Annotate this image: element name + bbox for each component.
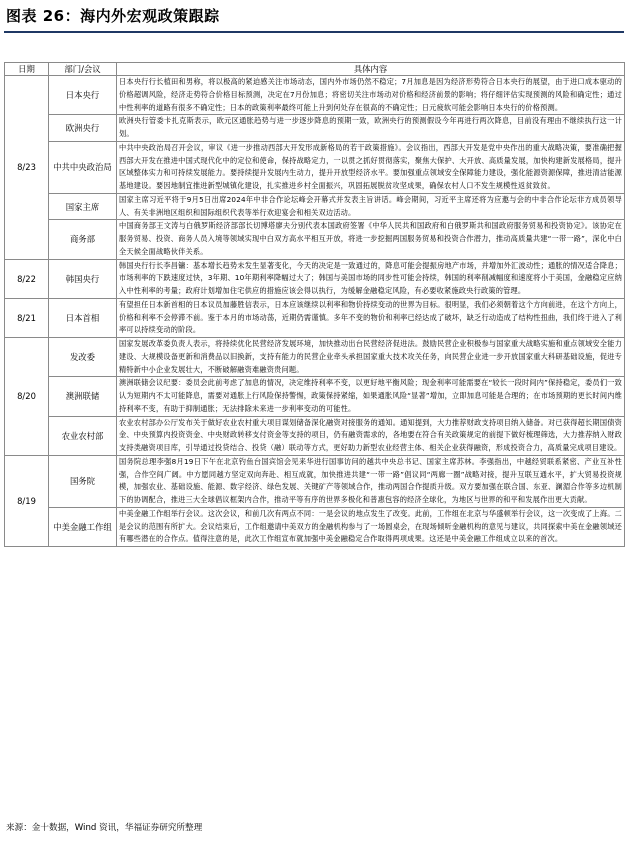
date-cell: 8/23 (5, 76, 49, 260)
department-cell: 日本央行 (49, 76, 117, 115)
table-row (5, 338, 625, 377)
department-cell: 中美金融工作组 (49, 507, 117, 546)
date-cell: 8/19 (5, 455, 49, 546)
title-divider (4, 31, 624, 33)
content-cell: 农业农村部办公厅发布关于做好农业农村重大项目谋划储备深化融资对接服务的通知。通知提到，大力推荐财政支持项目纳入储备。对已获得超长期国债资金、中央预算内投资资金、中央财政转移支付资金等支持的项目，仍有融资需求的，各地要在符合有关政策规定的前提下做好梳理筛选，大力推荐纳入财政支持类融资项目库，引导通过投贷结合、投贷（融）联动等方式，更好助力新型农业经营主体、相关企业获得融资，形成投资合力，高质量完成项目建设。 (117, 416, 625, 455)
department-cell: 澳洲联储 (49, 377, 117, 416)
content-cell: 国务院总理李强8月19日下午在北京钓鱼台国宾馆会见来华进行国事访问的越共中央总书记、国家主席苏林。李强指出，中越经贸联系紧密、产业互补性强，合作空间广阔。中方愿同越方坚定双向奔赴、相互成就，加快推进共建“一带一路”倡议同“两廊一圈”战略对接，提升互联互通水平，扩大贸易投资规模，加强农业、基础设施、能源、数字经济、绿色发展、关键矿产等领域合作，推动两国合作提质升级。双方要加强在联合国、东亚、澜湄合作等多边机制下的协调配合，推进三大全球倡议框架内合作，推动平等有序的世界多极化和普惠包容的经济全球化，为地区与世界的和平和发展作出更大贡献。 (117, 455, 625, 507)
table-row (5, 507, 625, 546)
content-cell: 欧洲央行管委卡扎克斯表示，欧元区通胀趋势与进一步逐步降息的预期一致，欧洲央行的预测假设今年再进行两次降息，目前没有理由不继续执行这一计划。 (117, 115, 625, 142)
date-cell: 8/21 (5, 298, 49, 337)
department-cell: 商务部 (49, 220, 117, 259)
table-row (5, 76, 625, 115)
content-cell: 韩国央行行长李昌镛：基本增长趋势未发生显著变化，今天的决定是一致通过的，降息可能会提振房地产市场，并增加外汇波动性；通胀的情况适合降息；市场利率的下跌速度过快，3年期、10年期利率降幅过大了；韩国与美国市场的同步性可能会持续，韩国的利率削减幅度和速度将小于美国，金融稳定应纳入中性利率的考量；政府计划增加住宅供应的措施应该会得以执行，为缓解金融稳定风险，有必要收紧施政央行政策的管理。 (117, 259, 625, 298)
department-cell: 中共中央政治局 (49, 141, 117, 193)
department-cell: 欧洲央行 (49, 115, 117, 142)
date-cell: 8/20 (5, 338, 49, 456)
policy-tracking-table (4, 62, 625, 547)
department-cell: 农业农村部 (49, 416, 117, 455)
department-cell: 国务院 (49, 455, 117, 507)
table-row (5, 115, 625, 142)
date-cell: 8/22 (5, 259, 49, 298)
department-cell: 发改委 (49, 338, 117, 377)
table-row (5, 416, 625, 455)
department-cell: 韩国央行 (49, 259, 117, 298)
content-cell: 中美金融工作组举行会议。这次会议，和前几次有两点不同：一是会议的地点发生了改变。此前，工作组在北京与华盛顿举行会议，这一次变成了上海。二是会议的范围有所扩大。会议结束后，工作组邀请中美双方的金融机构参与了一场圆桌会，在现场倾听金融机构的意见与建议，共同探索中美在金融领域还有哪些潜在的合作点。值得注意的是，此次工作组宣布就加强中美金融稳定合作取得两项成果。这还是中美金融工作组成立以来的首次。 (117, 507, 625, 546)
content-cell: 中共中央政治局召开会议，审议《进一步推动西部大开发形成新格局的若干政策措施》。会议指出，西部大开发是党中央作出的重大战略决策，要准确把握西部大开发在推进中国式现代化中的定位和使命，保持战略定力，一以贯之抓好贯彻落实，聚焦大保护、大开放、高质量发展，加快构建新发展格局，提升区域整体实力和可持续发展能力。要持续提升发展内生动力，提升开放型经济水平。要加强重点领域安全保障能力建设，强化能源资源保障，推进清洁能源基地建设。要因地制宜推进新型城镇化建设，扎实推进乡村全面振兴，巩固拓展脱贫攻坚成果，确保农村人口不发生规模性返贫致贫。 (117, 141, 625, 193)
table-row (5, 298, 625, 337)
content-cell: 有望担任日本新首相的日本议员加藤胜信表示，日本应该继续以利率和物价持续变动的世界为目标。很明显，我们必须朝着这个方向前进，在这个方向上，价格和利率不会停滞不前。鉴于本月的市场动荡，近期仍需谨慎。多年不变的物价和利率已经达成了破坏，缺乏行动造成了结构性扭曲，我们终于进入了利率可以持续变动的阶段。 (117, 298, 625, 337)
content-cell: 国家发展改革委负责人表示，将持续优化民营经济发展环境，加快推动出台民营经济促进法。鼓励民营企业积极参与国家重大战略实施和重点领域安全能力建设、大规模设备更新和消费品以旧换新，支持有能力的民营企业牵头承担国家重大技术攻关任务，向民营企业进一步开放国家重大科研基础设施，促进专精特新中小企业发展壮大，不断破解融资难融资贵问题。 (117, 338, 625, 377)
table-header-row (5, 63, 625, 76)
table-row (5, 141, 625, 193)
table-row (5, 455, 625, 507)
figure-title: 图表 26：海内外宏观政策跟踪 (6, 7, 220, 25)
header-content: 具体内容 (117, 63, 625, 76)
source-note: 来源：金十数据，Wind 资讯，华福证券研究所整理 (6, 823, 203, 833)
table-row (5, 377, 625, 416)
content-cell: 澳洲联储会议纪要：委员会此前考虑了加息的情况，决定维持利率不变，以更好地平衡风险；现金利率可能需要在“较长一段时间内”保持稳定，委员们一致认为短期内不太可能降息，需要对通胀上行风险保持警惕，政策保持紧缩，如果通胀风险“显著”增加，立即加息可能是合理的；在市场预期的更长时间内维持利率不变，有助于抑制通胀；无法排除未来进一步利率变动的可能性。 (117, 377, 625, 416)
header-date: 日期 (5, 63, 49, 76)
table-row (5, 259, 625, 298)
content-cell: 日本央行行长植田和男称，将以极高的紧迫感关注市场动态，国内外市场仍然不稳定；7月加息是因为经济形势符合日本央行的展望，由于进口成本驱动的价格超调风险，经济走势符合价格目标预测，决定在7月份加息；将密切关注市场动对价格和经济前景的影响；将仔细评估实现预测的风险和确定性；通过中性利率的道路有很多不确定性；日本的政策利率最终可能上升到何处存在很高的不确定性；日元疲软可能会影响日本央行的价格预测。 (117, 76, 625, 115)
header-department: 部门/会议 (49, 63, 117, 76)
content-cell: 国家主席习近平将于9月5日出席2024年中非合作论坛峰会开幕式并发表主旨讲话。峰会期间，习近平主席还将为应邀与会的中非合作论坛非方成员领导人、有关非洲地区组织和国际组织代表等举行欢迎宴会和相关双边活动。 (117, 193, 625, 220)
department-cell: 日本首相 (49, 298, 117, 337)
content-cell: 中国商务部王文涛与白俄罗斯经济部部长切博塔廖夫分别代表本国政府签署《中华人民共和国政府和白俄罗斯共和国政府服务贸易和投资协定》。该协定在服务贸易、投资、商务人员入境等领域实现中白双方高水平相互开放，将进一步挖掘两国服务贸易和投资合作潜力，推动高质量共建“一带一路”，深化中白全天候全面战略伙伴关系。 (117, 220, 625, 259)
table-row (5, 193, 625, 220)
table-row (5, 220, 625, 259)
department-cell: 国家主席 (49, 193, 117, 220)
